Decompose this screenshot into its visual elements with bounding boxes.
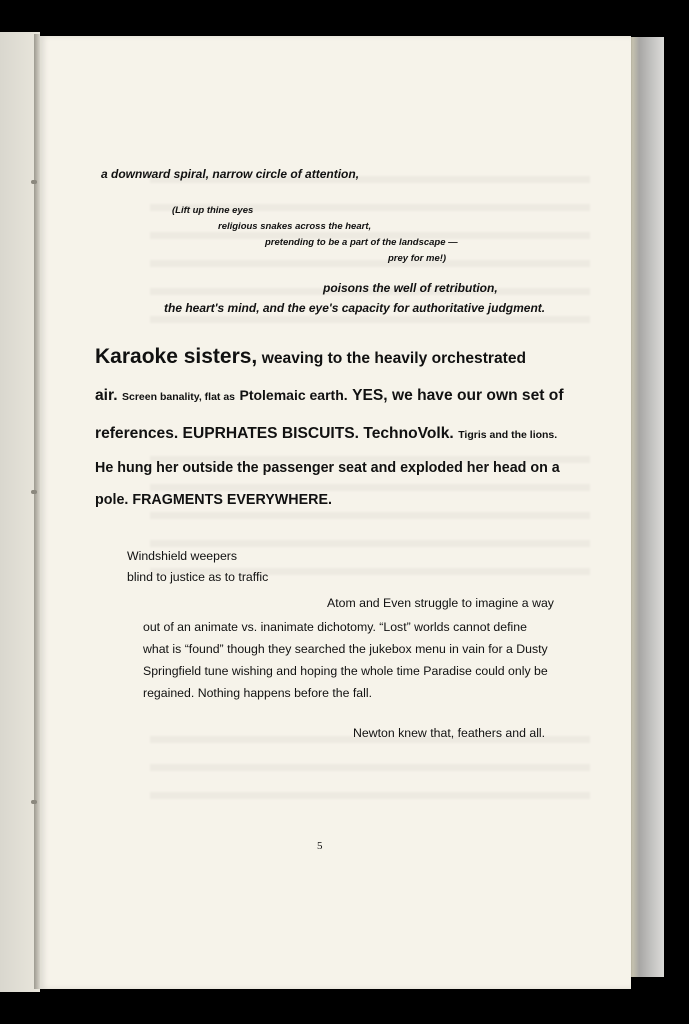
- verse-line: Springfield tune wishing and hoping the whole time Paradise could only be: [143, 664, 548, 678]
- show-through: [150, 260, 590, 267]
- prose-phrase: Tigris and the lions.: [458, 429, 558, 441]
- show-through: [150, 764, 590, 771]
- poem-line: prey for me!): [388, 253, 447, 264]
- prose-phrase: pole. FRAGMENTS EVERYWHERE.: [95, 492, 332, 508]
- book-page: [40, 36, 631, 989]
- binding-stitch: [31, 800, 37, 804]
- verse-line: Atom and Even struggle to imagine a way: [327, 596, 554, 610]
- prose-phrase: Karaoke sisters,: [95, 345, 258, 368]
- verse-line: blind to justice as to traffic: [127, 570, 269, 584]
- verse-line: Windshield weepers: [127, 549, 238, 563]
- prose-phrase: air.: [95, 387, 118, 404]
- show-through: [150, 316, 590, 323]
- prose-line: [95, 387, 564, 405]
- prose-phrase: references. EUPRHATES BISCUITS. TechnoVolk.: [95, 425, 454, 442]
- page-number: 5: [317, 840, 323, 852]
- verse-line: out of an animate vs. inanimate dichotomy. “Lost” worlds cannot define: [143, 620, 527, 634]
- prose-phrase: YES, we have our own set of: [352, 387, 564, 404]
- prose-line: [95, 459, 560, 477]
- prose-phrase: weaving to the heavily orchestrated: [261, 350, 527, 367]
- poem-line: a downward spiral, narrow circle of attention,: [101, 167, 360, 181]
- poem-line: the heart's mind, and the eye's capacity for authoritative judgment.: [164, 301, 546, 315]
- prose-line: [95, 345, 526, 369]
- verse-line: Newton knew that, feathers and all.: [353, 726, 546, 740]
- poem-line: pretending to be a part of the landscape —: [265, 237, 458, 248]
- verse-line: regained. Nothing happens before the fall.: [143, 686, 373, 700]
- show-through: [150, 484, 590, 491]
- binding-stitch: [31, 490, 37, 494]
- prose-phrase: Screen banality, flat as: [122, 391, 236, 403]
- binding-stitch: [31, 180, 37, 184]
- poem-line: religious snakes across the heart,: [218, 221, 372, 232]
- show-through: [150, 792, 590, 799]
- prose-phrase: Ptolemaic earth.: [239, 387, 348, 403]
- show-through: [150, 540, 590, 547]
- show-through: [150, 512, 590, 519]
- poem-line: (Lift up thine eyes: [172, 205, 254, 216]
- prose-phrase: He hung her outside the passenger seat and exploded her head on a: [95, 460, 560, 476]
- page-stack-edge: [626, 37, 664, 977]
- poem-line: poisons the well of retribution,: [323, 281, 498, 295]
- verse-line: what is “found” though they searched the jukebox menu in vain for a Dusty: [143, 642, 548, 656]
- prose-line: [95, 491, 332, 509]
- prose-line: [95, 425, 557, 443]
